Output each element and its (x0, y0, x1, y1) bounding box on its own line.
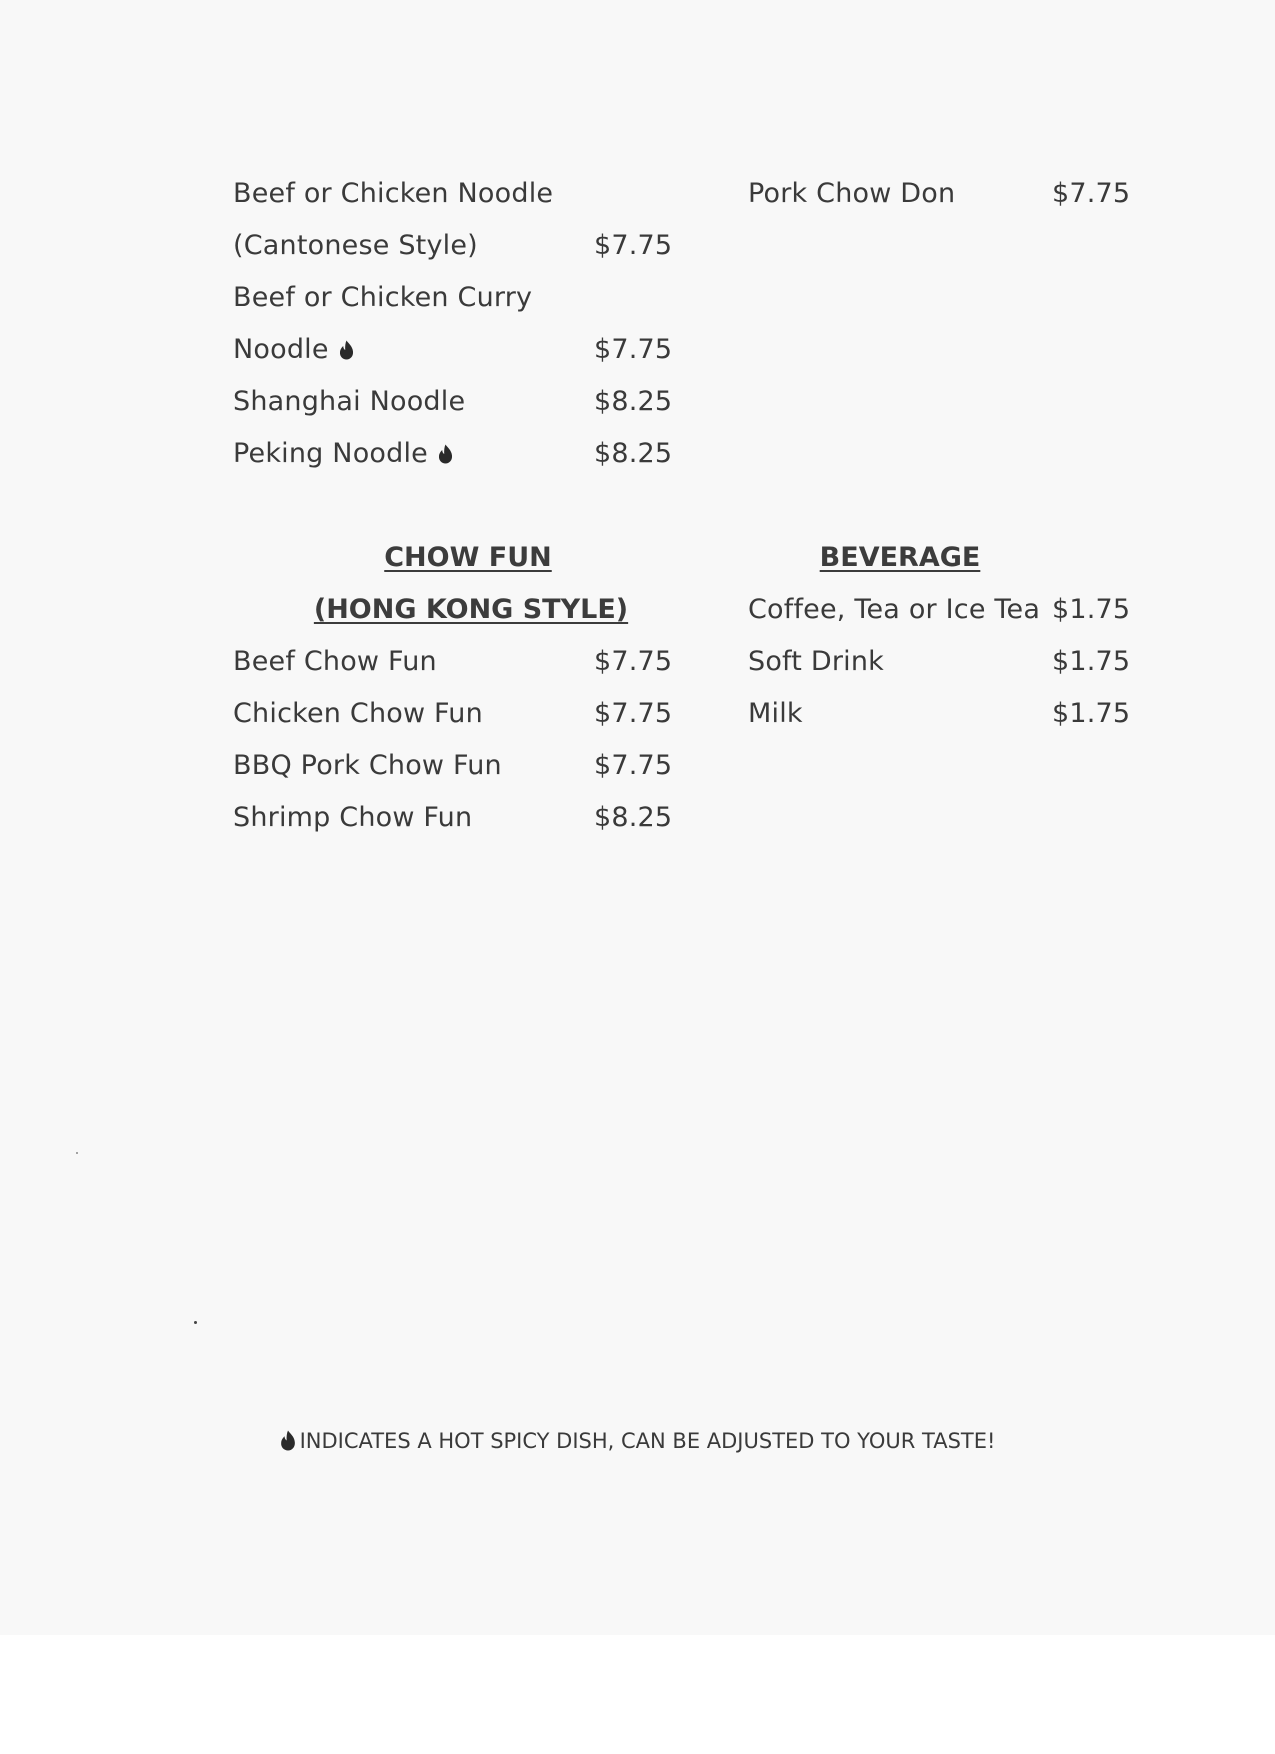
menu-item-name: Soft Drink (748, 646, 884, 677)
menu-item-price: $7.75 (594, 230, 673, 261)
menu-item-name: Pork Chow Don (748, 178, 956, 209)
menu-item-name: Shanghai Noodle (233, 386, 466, 417)
section-title: CHOW FUN (384, 542, 552, 573)
menu-item-name: (Cantonese Style) (233, 230, 478, 261)
menu-item-name: Milk (748, 698, 803, 729)
flame-icon (339, 340, 354, 360)
menu-item-name: Coffee, Tea or Ice Tea (748, 594, 1041, 625)
menu-item-price: $1.75 (1052, 698, 1131, 729)
menu-item-name-row (233, 332, 354, 368)
menu-item-name: Beef or Chicken Noodle (233, 178, 554, 209)
menu-item-price: $1.75 (1052, 594, 1131, 625)
section-subtitle: (HONG KONG STYLE) (313, 594, 629, 625)
scan-speck (76, 1152, 78, 1154)
menu-item-price: $7.75 (594, 646, 673, 677)
section-title: BEVERAGE (819, 542, 981, 573)
menu-item-name: Chicken Chow Fun (233, 698, 483, 729)
menu-item-price: $7.75 (594, 334, 673, 365)
menu-item-price: $8.25 (594, 386, 673, 417)
scan-speck (194, 1321, 197, 1324)
menu-item-name: Noodle (233, 334, 329, 365)
menu-item-price: $8.25 (594, 802, 673, 833)
menu-item-name: BBQ Pork Chow Fun (233, 750, 502, 781)
menu-item-name: Beef or Chicken Curry (233, 282, 533, 313)
menu-item-name: Shrimp Chow Fun (233, 802, 473, 833)
menu-item-price: $7.75 (594, 750, 673, 781)
menu-item-price: $7.75 (594, 698, 673, 729)
menu-item-name: Peking Noodle (233, 438, 428, 469)
flame-icon (438, 444, 453, 464)
menu-item-price: $1.75 (1052, 646, 1131, 677)
flame-icon (280, 1430, 296, 1451)
menu-item-name: Beef Chow Fun (233, 646, 437, 677)
menu-item-name-row (233, 436, 453, 472)
menu-item-price: $7.75 (1052, 178, 1131, 209)
menu-item-price: $8.25 (594, 438, 673, 469)
spicy-legend-text: INDICATES A HOT SPICY DISH, CAN BE ADJUSTED TO YOUR TASTE! (299, 1429, 996, 1453)
spicy-legend (0, 1426, 1275, 1456)
